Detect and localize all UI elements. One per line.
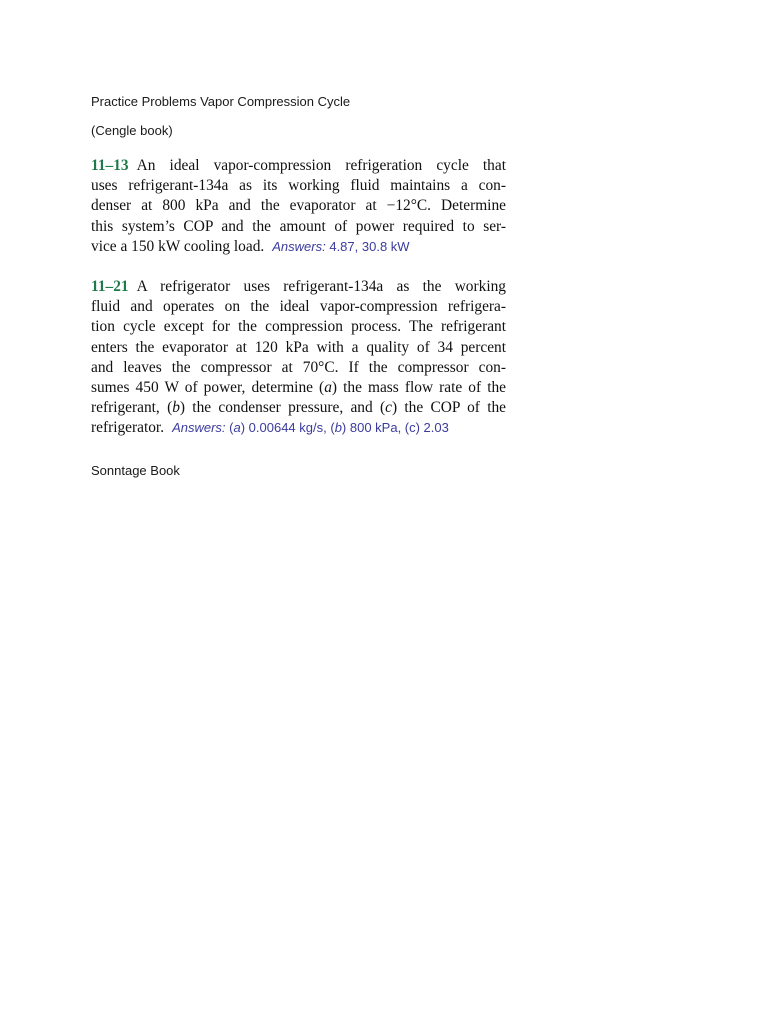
problem-line: uses refrigerant-134a as its working fluid maintains a con- (91, 177, 506, 195)
answer-value: ) 0.00644 kg/s, ( (240, 420, 335, 436)
answer-part-letter: b (334, 420, 342, 436)
answer (272, 239, 409, 254)
problem-text: An ideal vapor-compression refrigeration cycle that (136, 157, 506, 174)
problem-line (91, 277, 506, 297)
problem-line: enters the evaporator at 120 kPa with a quality of 34 percent (91, 338, 506, 356)
problem-text: refrigerator. (91, 419, 165, 437)
document-title: Practice Problems Vapor Compression Cycle (91, 94, 351, 109)
problem-line: and leaves the compressor at 70°C. If the compressor con- (91, 358, 506, 376)
problem-line (91, 398, 506, 418)
section-note: Sonntage Book (91, 463, 180, 478)
problem-text: refrigerant, ( (91, 399, 173, 417)
answer (172, 420, 449, 435)
problem-11-21 (91, 277, 506, 439)
answer-value: ) 800 kPa, (c) 2.03 (341, 420, 449, 436)
part-letter: c (385, 399, 392, 417)
problem-text: ) the condenser pressure, and ( (179, 399, 386, 417)
problem-line: this system’s COP and the amount of power required to ser- (91, 217, 506, 235)
problem-line: fluid and operates on the ideal vapor-compression refrigera- (91, 298, 506, 316)
problem-line (91, 418, 506, 438)
problem-line: denser at 800 kPa and the evaporator at −12°C. Determine (91, 197, 506, 215)
answer-label: Answers: (272, 238, 326, 254)
answer-value: ( (229, 420, 234, 436)
problem-text: vice a 150 kW cooling load. (91, 237, 265, 255)
problem-text: A refrigerator uses refrigerant-134a as the working (136, 278, 506, 295)
problem-number: 11–13 (91, 157, 129, 174)
problem-text: ) the mass flow rate of the (331, 379, 506, 397)
problem-number: 11–21 (91, 278, 129, 295)
problem-line (91, 237, 506, 257)
problem-text: ) the COP of the (391, 399, 506, 417)
problem-11-13 (91, 156, 506, 257)
answer-part-letter: a (233, 420, 241, 436)
problem-text: sumes 450 W of power, determine ( (91, 379, 325, 397)
answer-value: 4.87, 30.8 kW (329, 238, 410, 254)
part-letter: b (172, 399, 180, 417)
part-letter: a (324, 379, 332, 397)
problem-line (91, 378, 506, 398)
answer-label: Answers: (172, 420, 226, 436)
document-subtitle: (Cengle book) (91, 123, 173, 138)
problem-line (91, 156, 506, 176)
problem-line: tion cycle except for the compression process. The refrigerant (91, 318, 506, 336)
